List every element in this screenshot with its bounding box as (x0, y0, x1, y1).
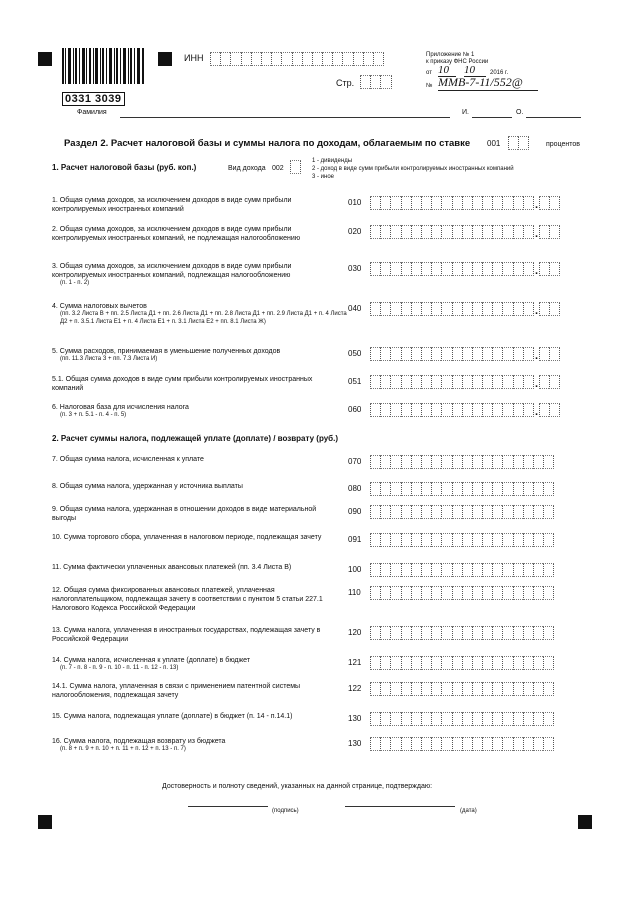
rows1-row-note: (п. 3 + п. 5.1 - п. 4 - п. 5) (60, 412, 127, 418)
rows1-row-code: 020 (348, 227, 362, 236)
appendix-line1: Приложение № 1 (426, 52, 475, 58)
rows2-row-code: 130 (348, 739, 362, 748)
rate-code: 001 (487, 139, 501, 148)
rows2-row-code: 091 (348, 535, 362, 544)
rows2-row-code: 110 (348, 588, 361, 597)
page-label: Стр. (336, 78, 355, 88)
rows2-row-value-cells[interactable] (370, 505, 554, 519)
income-type-option-1: 1 - дивиденды (312, 158, 353, 164)
inn-cells[interactable] (210, 52, 384, 66)
name-label: И. (462, 109, 469, 116)
date-line[interactable] (345, 806, 455, 807)
rows2-row-value-cells[interactable] (370, 712, 554, 726)
section-title: Раздел 2. Расчет налоговой базы и суммы налога по доходам, облагаемым по ставке (64, 138, 471, 149)
corner-marker-top-left (38, 52, 52, 66)
rows2-row-text: 12. Общая сумма фиксированных авансовых платежей, уплаченная налогоплательщиком, подлежащая зачету в соответствии с пунктом 5 статьи 227.1 Налогового Кодекса Российской Федерации (52, 587, 323, 612)
part1-title: 1. Расчет налоговой базы (руб. коп.) (52, 163, 197, 172)
rows2-row-value-cells[interactable] (370, 482, 554, 496)
rows2-row-code: 100 (348, 565, 362, 574)
rows1-row-code: 050 (348, 349, 362, 358)
rows1-row-text: 6. Налоговая база для исчисления налога (52, 404, 189, 411)
appendix-line2: к приказу ФНС России (426, 59, 489, 65)
confirm-text: Достоверность и полноту сведений, указанных на данной странице, подтверждаю: (162, 783, 433, 790)
patronymic-line[interactable] (526, 117, 581, 118)
rows2-row-text: 13. Сумма налога, уплаченная в иностранных государствах, подлежащая зачету в Российской Федерации (52, 627, 321, 643)
rows2-row-text: 14. Сумма налога, исчисленная к уплате (доплате) в бюджет (52, 657, 251, 664)
income-type-option-2: 2 - доход в виде сумм прибыли контролируемых иностранных компаний (312, 166, 514, 172)
rows2-row-code: 122 (348, 684, 362, 693)
rows2-row-text: 10. Сумма торгового сбора, уплаченная в налоговом периоде, подлежащая зачету (52, 534, 322, 541)
rows1-row-value-cells[interactable]: . (370, 375, 560, 389)
rows1-row-text: 4. Сумма налоговых вычетов (52, 303, 147, 310)
date-day: 10 (438, 64, 456, 77)
rows1-row-code: 040 (348, 304, 362, 313)
barcode-number: 0331 3039 (62, 92, 125, 106)
order-number: ММВ-7-11/552@ (438, 75, 538, 91)
rows1-row-text: 2. Общая сумма доходов, за исключением доходов в виде сумм прибыли контролируемых иностранных компаний, не подлежащая налогообложению (52, 226, 301, 242)
rows1-row-code: 030 (348, 264, 362, 273)
income-type-code: 002 (272, 165, 284, 172)
rate-unit: процентов (546, 141, 581, 148)
surname-label: Фамилия (77, 109, 107, 116)
rows1-row-text: 1. Общая сумма доходов, за исключением доходов в виде сумм прибыли контролируемых иностранных компаний (52, 197, 292, 213)
rows2-row-value-cells[interactable] (370, 533, 554, 547)
rows1-row-value-cells[interactable]: . (370, 225, 560, 239)
date-month: 10 (464, 64, 486, 77)
number-prefix: № (426, 83, 433, 89)
patronymic-label: О. (516, 109, 524, 116)
rows2-row-value-cells[interactable] (370, 586, 554, 600)
income-type-cell[interactable] (290, 160, 301, 174)
date-year: 2016 г. (490, 70, 509, 76)
rows2-row-value-cells[interactable] (370, 737, 554, 751)
rows1-row-text: 3. Общая сумма доходов, за исключением доходов в виде сумм прибыли контролируемых иностранных компаний, подлежащая налогообложению (52, 263, 292, 279)
rows2-row-code: 080 (348, 484, 362, 493)
rows2-row-code: 130 (348, 714, 362, 723)
rows1-row-text: 5. Сумма расходов, принимаемая в уменьшение полученных доходов (52, 348, 281, 355)
signature-label: (подпись) (272, 808, 299, 814)
rows1-row-note: (пп. 3.2 Листа В + пп. 2.5 Листа Д1 + пп. 2.6 Листа Д1 + пп. 2.8 Листа Д1 + пп. 2.9 Листа Д1 + п. 4 Листа Д2 + п. 3.5.1 Листа Е1 + п. 4 Листа Е1 + п. 3.1 Листа Е2 + пп. 8.1 Листа Ж) (60, 311, 347, 325)
rows1-row-value-cells[interactable]: . (370, 403, 560, 417)
rows1-row-value-cells[interactable]: . (370, 196, 560, 210)
corner-marker-bottom-left (38, 815, 52, 829)
rows1-row-note: (п. 1 - п. 2) (60, 280, 90, 286)
rows1-row-note: (пп. 11.3 Листа З + пп. 7.3 Листа И) (60, 356, 158, 362)
rows2-row-code: 070 (348, 457, 362, 466)
rows2-row-text: 14.1. Сумма налога, уплаченная в связи с применением патентной системы налогообложения, подлежащая зачету (52, 683, 301, 699)
barcode (62, 48, 144, 105)
income-type-label: Вид дохода (228, 165, 266, 172)
inn-label: ИНН (184, 53, 204, 63)
corner-marker-bottom-right (578, 815, 592, 829)
rows2-row-text: 7. Общая сумма налога, исчисленная к уплате (52, 456, 204, 463)
rows1-row-value-cells[interactable]: . (370, 347, 560, 361)
rows1-row-text: 5.1. Общая сумма доходов в виде сумм прибыли контролируемых иностранных компаний (52, 376, 313, 392)
rows2-row-value-cells[interactable] (370, 626, 554, 640)
rows2-row-note: (п. 8 + п. 9 + п. 10 + п. 11 + п. 12 + п. 13 - п. 7) (60, 746, 186, 752)
rows1-row-code: 051 (348, 377, 362, 386)
rows2-row-value-cells[interactable] (370, 455, 554, 469)
rows2-row-value-cells[interactable] (370, 563, 554, 577)
part2-title: 2. Расчет суммы налога, подлежащей уплате (доплате) / возврату (руб.) (52, 434, 338, 443)
rows2-row-text: 11. Сумма фактически уплаченных авансовых платежей (пп. 3.4 Листа В) (52, 564, 292, 571)
rows1-row-code: 060 (348, 405, 362, 414)
rows2-row-text: 16. Сумма налога, подлежащая возврату из бюджета (52, 738, 226, 745)
marker-top-center (158, 52, 172, 66)
surname-line[interactable] (120, 117, 450, 118)
rows1-row-value-cells[interactable]: . (370, 302, 560, 316)
income-type-option-3: 3 - иное (312, 174, 335, 180)
rows2-row-text: 15. Сумма налога, подлежащая уплате (доплате) в бюджет (п. 14 - п.14.1) (52, 713, 293, 720)
rows2-row-note: (п. 7 - п. 8 - п. 9 - п. 10 - п. 11 - п. 12 - п. 13) (60, 665, 179, 671)
rows2-row-value-cells[interactable] (370, 682, 554, 696)
date-label: (дата) (460, 808, 477, 814)
rows1-row-code: 010 (348, 198, 362, 207)
name-line[interactable] (472, 117, 512, 118)
page-cells[interactable] (360, 75, 392, 89)
rows1-row-value-cells[interactable]: . (370, 262, 560, 276)
rows2-row-value-cells[interactable] (370, 656, 554, 670)
rows2-row-text: 9. Общая сумма налога, удержанная в отношении доходов в виде материальной выгоды (52, 506, 317, 522)
date-prefix: от (426, 70, 432, 76)
rows2-row-code: 120 (348, 628, 362, 637)
rate-cells[interactable] (508, 136, 529, 150)
barcode-bars (62, 48, 144, 84)
signature-line[interactable] (188, 806, 268, 807)
rows2-row-text: 8. Общая сумма налога, удержанная у источника выплаты (52, 483, 243, 490)
rows2-row-code: 121 (348, 658, 362, 667)
rows2-row-code: 090 (348, 507, 362, 516)
